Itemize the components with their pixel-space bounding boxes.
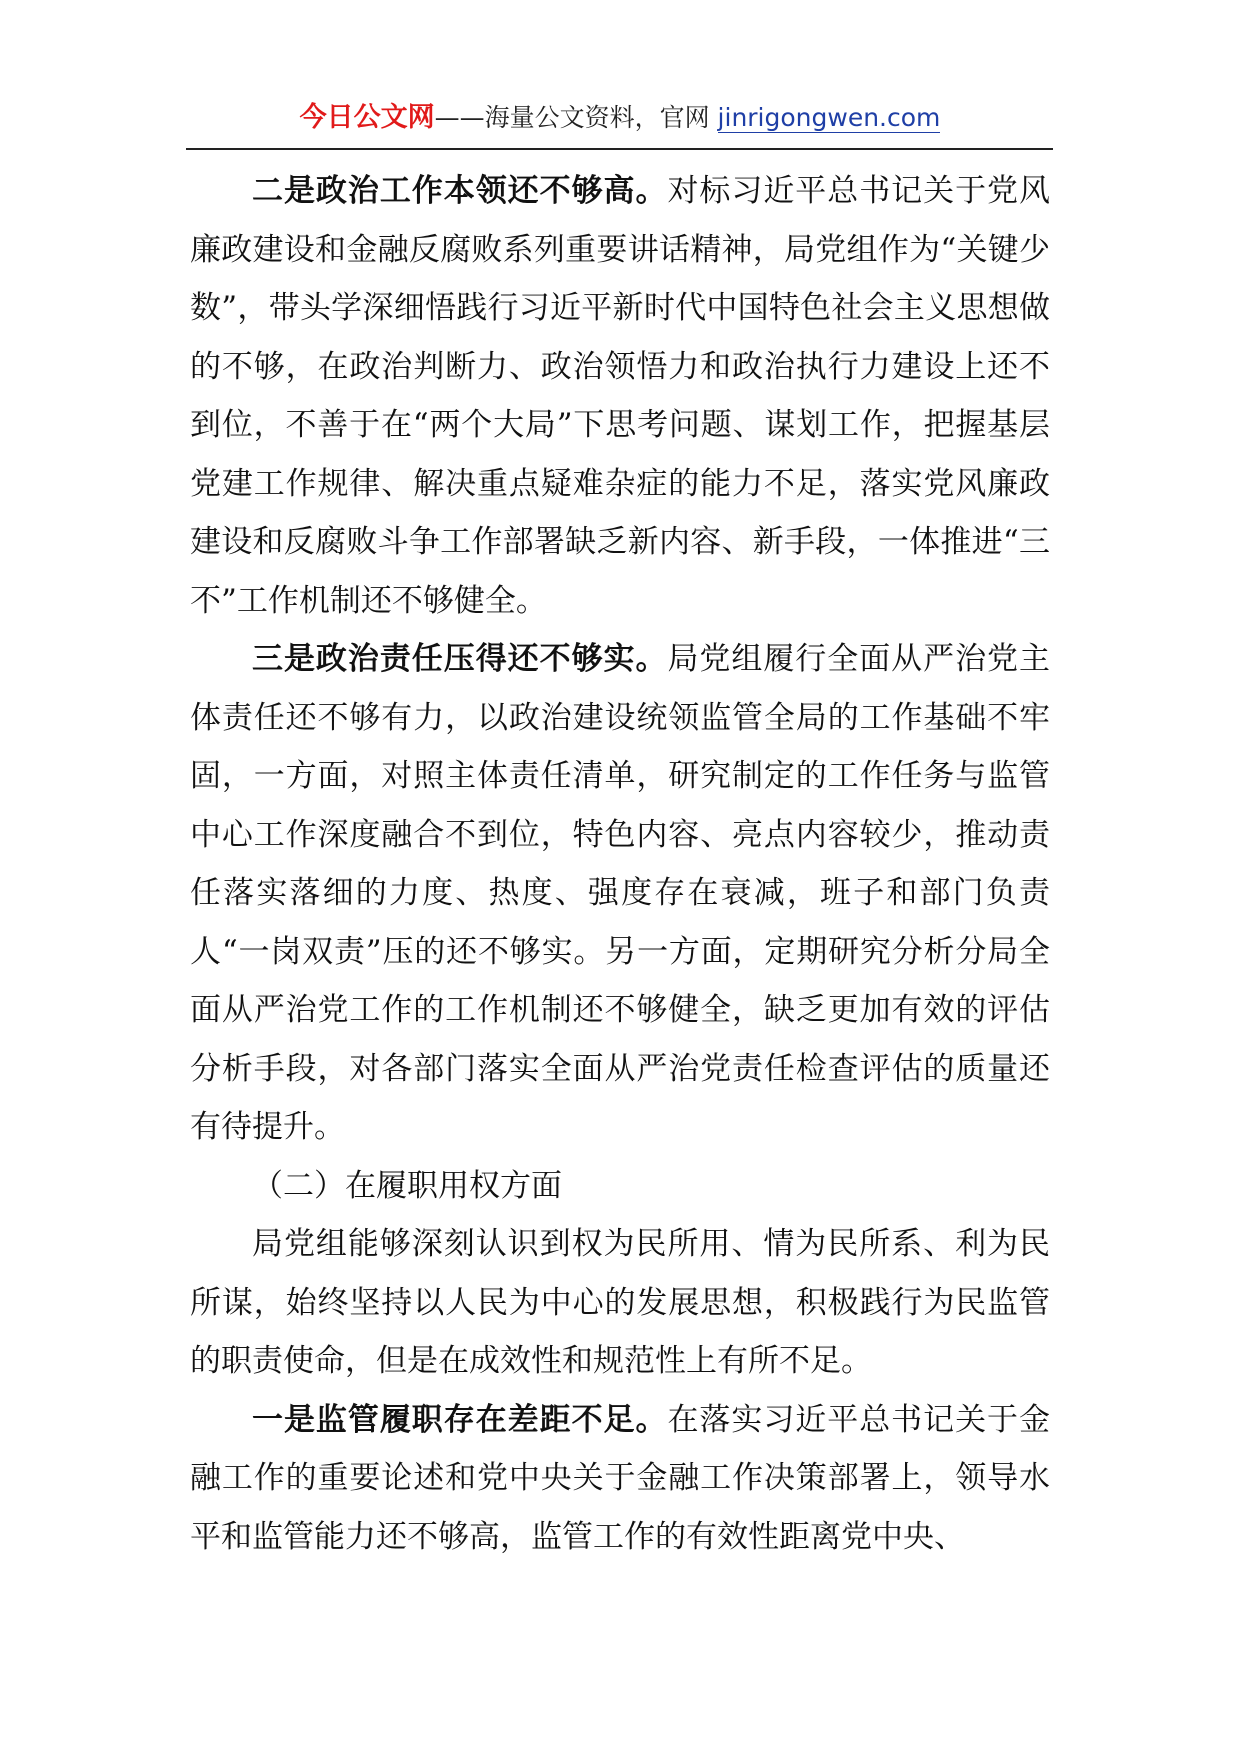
header-tagline: 海量公文资料，官网 xyxy=(484,103,710,132)
paragraph-text: 局党组履行全面从严治党主体责任还不够有力，以政治建设统领监管全局的工作基础不牢固，一方面，对照主体责任清单，研究制定的工作任务与监管中心工作深度融合不到位，特色内容、亮点内容较少，推动责任落实落细的力度、热度、强度存在衰减，班子和部门负责人“一岗双责”压的还不够实。另一方面，定期研究分析分局全面从严治党工作的工作机制还不够健全，缺乏更加有效的评估分析手段，对各部门落实全面从严治党责任检查评估的质量还有待提升。 xyxy=(190,641,1051,1145)
site-brand: 今日公文网 xyxy=(299,102,435,133)
paragraph-lead: 三是政治责任压得还不够实。 xyxy=(252,641,668,677)
paragraph-political-capability xyxy=(190,162,1050,630)
paragraph-supervision-duty xyxy=(190,1391,1050,1567)
site-header xyxy=(0,98,1240,138)
paragraph-political-responsibility xyxy=(190,630,1050,1157)
paragraph-text: 对标习近平总书记关于党风廉政建设和金融反腐败系列重要讲话精神，局党组作为“关键少数”，带头学深细悟践行习近平新时代中国特色社会主义思想做的不够，在政治判断力、政治领悟力和政治执行力建设上还不到位，不善于在“两个大局”下思考问题、谋划工作，把握基层党建工作规律、解决重点疑难杂症的能力不足，落实党风廉政建设和反腐败斗争工作部署缺乏新内容、新手段，一体推进“三不”工作机制还不够健全。 xyxy=(190,173,1051,619)
paragraph-intro: 局党组能够深刻认识到权为民所用、情为民所系、利为民所谋，始终坚持以人民为中心的发展思想，积极践行为民监管的职责使命，但是在成效性和规范性上有所不足。 xyxy=(190,1226,1050,1379)
paragraph-lead: 二是政治工作本领还不够高。 xyxy=(252,173,668,209)
document-body xyxy=(190,162,1050,1566)
header-divider xyxy=(186,148,1053,150)
section-heading: （二）在履职用权方面 xyxy=(252,1167,562,1204)
paragraph-text: 在落实习近平总书记关于金融工作的重要论述和党中央关于金融工作决策部署上，领导水平和监管能力还不够高，监管工作的有效性距离党中央、 xyxy=(190,1401,1051,1555)
header-separator: —— xyxy=(434,103,485,132)
site-url-link[interactable]: jinrigongwen.com xyxy=(717,103,941,132)
paragraph-lead: 一是监管履职存在差距不足。 xyxy=(252,1401,668,1438)
